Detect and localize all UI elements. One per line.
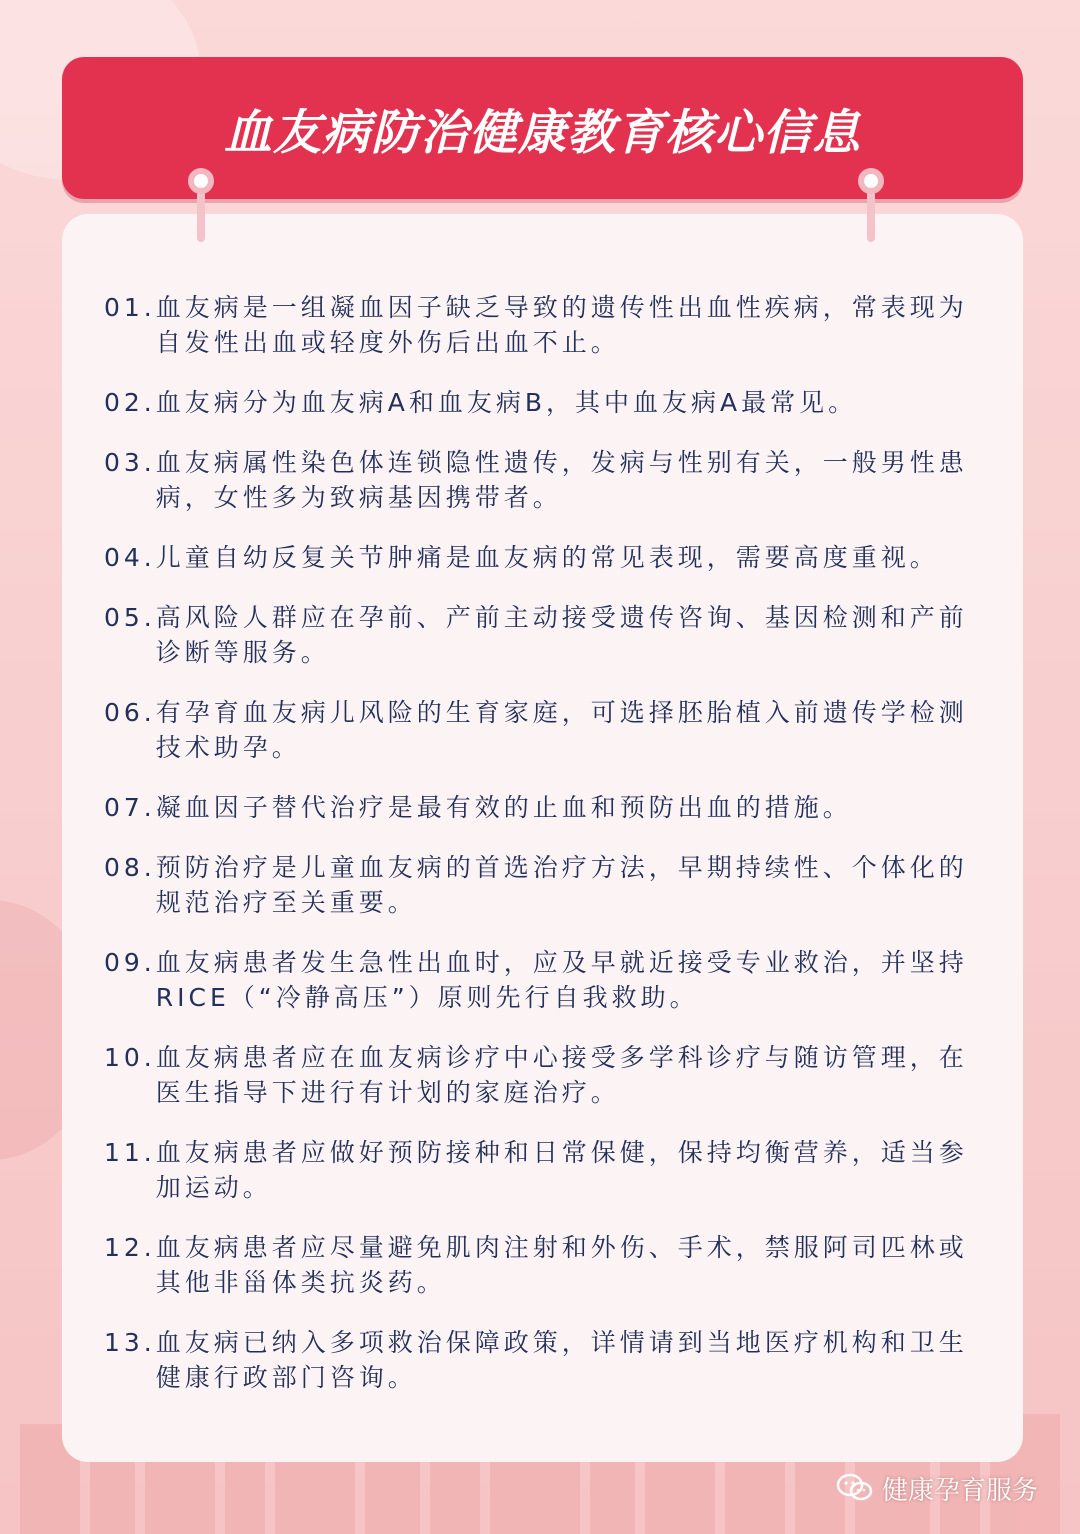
item-text: 预防治疗是儿童血友病的首选治疗方法，早期持续性、个体化的规范治疗至关重要。: [155, 853, 968, 917]
item-text: 血友病属性染色体连锁隐性遗传，发病与性别有关，一般男性患病，女性多为致病基因携带者。: [155, 448, 968, 512]
item-number: 07.: [104, 793, 156, 822]
item-text: 凝血因子替代治疗是最有效的止血和预防出血的措施。: [155, 793, 852, 822]
binder-ring-left: [188, 168, 214, 194]
list-item: [104, 290, 984, 360]
item-text: 血友病分为血友病A和血友病B，其中血友病A最常见。: [155, 388, 858, 417]
list-item: [104, 1325, 984, 1395]
list-item: [104, 790, 984, 825]
watermark: [836, 1468, 1038, 1508]
list-item: [104, 1230, 984, 1300]
item-number: 06.: [104, 698, 156, 727]
list-item: [104, 695, 984, 765]
item-text: 血友病患者应尽量避免肌肉注射和外伤、手术，禁服阿司匹林或其他非甾体类抗炎药。: [155, 1233, 968, 1297]
list-item: [104, 1040, 984, 1110]
list-item: [104, 600, 984, 670]
list-item: [104, 385, 984, 420]
item-number: 09.: [104, 948, 156, 977]
item-text: 血友病患者应在血友病诊疗中心接受多学科诊疗与随访管理，在医生指导下进行有计划的家庭治疗。: [155, 1043, 968, 1107]
binder-clip-left: [197, 190, 205, 242]
list-item: [104, 540, 984, 575]
wechat-icon: [836, 1472, 874, 1504]
item-text: 高风险人群应在孕前、产前主动接受遗传咨询、基因检测和产前诊断等服务。: [155, 603, 968, 667]
item-text: 儿童自幼反复关节肿痛是血友病的常见表现，需要高度重视。: [155, 543, 939, 572]
item-number: 05.: [104, 603, 156, 632]
item-text: 血友病患者发生急性出血时，应及早就近接受专业救治，并坚持RICE（“冷静高压”）原则先行自我救助。: [155, 948, 968, 1012]
item-number: 12.: [104, 1233, 156, 1262]
list-item: [104, 850, 984, 920]
item-number: 11.: [104, 1138, 156, 1167]
item-text: 血友病已纳入多项救治保障政策，详情请到当地医疗机构和卫生健康行政部门咨询。: [155, 1328, 968, 1392]
item-text: 血友病患者应做好预防接种和日常保健，保持均衡营养，适当参加运动。: [155, 1138, 968, 1202]
watermark-text: 健康孕育服务: [882, 1475, 1039, 1506]
binder-clip-right: [867, 190, 875, 242]
item-number: 02.: [104, 388, 156, 417]
item-number: 03.: [104, 448, 156, 477]
list-item: [104, 945, 984, 1015]
item-number: 08.: [104, 853, 156, 882]
item-number: 13.: [104, 1328, 156, 1357]
item-number: 01.: [104, 293, 156, 322]
info-list: [104, 290, 984, 1420]
item-number: 10.: [104, 1043, 156, 1072]
item-text: 血友病是一组凝血因子缺乏导致的遗传性出血性疾病，常表现为自发性出血或轻度外伤后出血不止。: [155, 293, 968, 357]
item-number: 04.: [104, 543, 156, 572]
item-text: 有孕育血友病儿风险的生育家庭，可选择胚胎植入前遗传学检测技术助孕。: [155, 698, 968, 762]
binder-ring-right: [858, 168, 884, 194]
list-item: [104, 1135, 984, 1205]
page-title: 血友病防治健康教育核心信息: [223, 104, 861, 161]
list-item: [104, 445, 984, 515]
